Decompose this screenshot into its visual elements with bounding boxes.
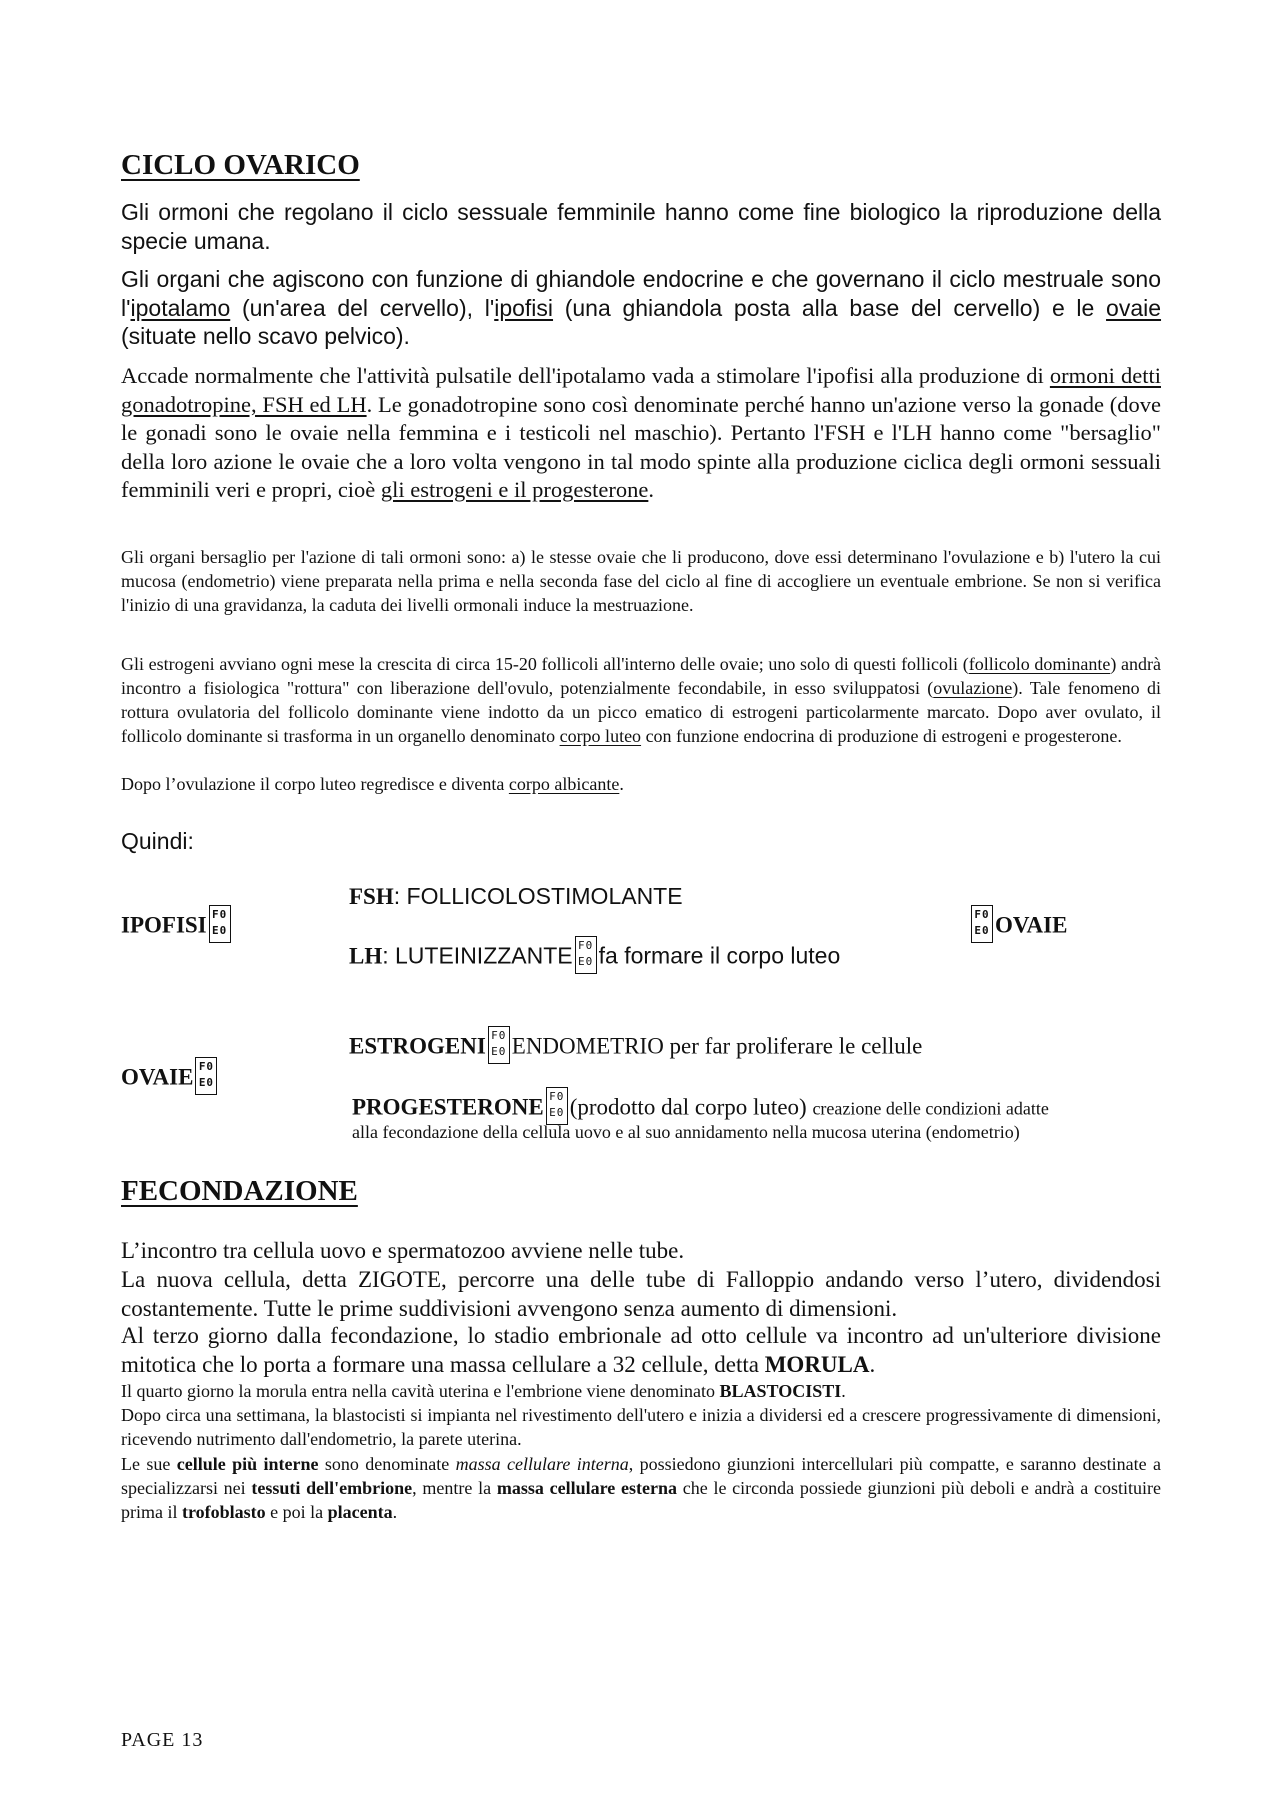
paragraph-4: Gli organi bersaglio per l'azione di tali ormoni sono: a) le stesse ovaie che li producono, dove essi determinano l'ovulazione e b) l'utero la cui mucosa (endometrio) viene preparata nella prima e nella seconda fase del ciclo al fine di accogliere un eventuale embrione. Se non si verifica l'inizio di una gravidanza, la caduta dei livelli ormonali induce la mestruazione.: [121, 547, 1161, 615]
paragraph-2: Gli organi che agiscono con funzione di ghiandole endocrine e che governano il ciclo mestruale sono l'ipotalamo (un'area del cervello), l'ipofisi (una ghiandola posta alla base del cervello) e le ovaie (situate nello scavo pelvico).: [121, 266, 1162, 349]
estrogeni-line: ESTROGENI F0 E0 ENDOMETRIO per far proliferare le cellule: [349, 1029, 922, 1067]
ovaie-target-label: F0 E0 OVAIE: [969, 908, 1067, 946]
paragraph-5: Gli estrogeni avviano ogni mese la crescita di circa 15-20 follicoli all'interno delle ovaie; uno solo di questi follicoli (follicolo dominante) andrà incontro a fisiologica "rottura" con liberazione dell'ovulo, potenzialmente fecondabile, in esso sviluppatosi (ovulazione). Tale fenomeno di rottura ovulatoria del follicolo dominante viene indotto da un picco ematico di estrogeni particolarmente marcato. Dopo aver ovulato, il follicolo dominante si trasforma in un organello denominato corpo luteo con funzione endocrina di produzione di estrogeni e progesterone.: [121, 654, 1161, 746]
paragraph-6: Dopo l’ovulazione il corpo luteo regredisce e diventa corpo albicante.: [121, 774, 624, 794]
arrow-glyph-icon: F0 E0: [575, 936, 597, 974]
fecondazione-line-3: Al terzo giorno dalla fecondazione, lo stadio embrionale ad otto cellule va incontro ad un'ulteriore divisione mitotica che lo porta a formare una massa cellulare a 32 cellule, detta MORULA.: [121, 1323, 1161, 1377]
arrow-glyph-icon: F0 E0: [209, 905, 231, 943]
term-corpo-albicante: corpo albicante: [508, 774, 620, 794]
arrow-glyph-icon: F0 E0: [488, 1026, 510, 1064]
lh-line: LH: LUTEINIZZANTE F0 E0 fa formare il corpo luteo: [349, 939, 840, 977]
arrow-glyph-icon: F0 E0: [971, 905, 993, 943]
fecondazione-line-1: L’incontro tra cellula uovo e spermatozoo avviene nelle tube.: [121, 1238, 685, 1263]
ipofisi-row-label: IPOFISI F0 E0: [121, 908, 233, 946]
fecondazione-line-2: La nuova cellula, detta ZIGOTE, percorre una delle tube di Falloppio andando verso l’utero, dividendosi costantemente. Tutte le prime suddivisioni avvengono senza aumento di dimensioni.: [121, 1267, 1161, 1321]
term-gonadotropine: ormoni detti gonadotropine, FSH ed LH: [121, 363, 1161, 417]
term-ipofisi: ipofisi: [494, 294, 554, 321]
arrow-glyph-icon: F0 E0: [195, 1057, 217, 1095]
fecondazione-small-1: Il quarto giorno la morula entra nella cavità uterina e l'embrione viene denominato BLASTOCISTI.: [121, 1381, 846, 1401]
term-estrogeni-progesterone: gli estrogeni e il progesterone: [380, 477, 649, 502]
quindi-label: Quindi:: [121, 828, 194, 854]
arrow-glyph-icon: F0 E0: [546, 1087, 568, 1125]
term-ovaie: ovaie: [1106, 294, 1162, 321]
term-ovulazione: ovulazione: [933, 678, 1013, 698]
ovaie-row-label: OVAIE F0 E0: [121, 1060, 219, 1098]
page-number: PAGE 13: [121, 1729, 204, 1751]
paragraph-3: Accade normalmente che l'attività pulsatile dell'ipotalamo vada a stimolare l'ipofisi alla produzione di ormoni detti gonadotropine, FSH ed LH. Le gonadotropine sono così denominate perché hanno un'azione verso la gonade (dove le gonadi sono le ovaie nella femmina e i testicoli nel maschio). Pertanto l'FSH e l'LH hanno come "bersaglio" della loro azione le ovaie che a loro volta vengono in tal modo spinte alla produzione ciclica degli ormoni sessuali femminili veri e propri, cioè gli estrogeni e il progesterone.: [121, 363, 1161, 502]
progesterone-line: PROGESTERONE F0 E0 (prodotto dal corpo luteo) creazione delle condizioni adatte: [352, 1090, 1172, 1128]
fecondazione-small-3: Le sue cellule più interne sono denominate massa cellulare interna, possiedono giunzioni intercellulari più compatte, e saranno destinate a specializzarsi nei tessuti dell'embrione, mentre la massa cellulare esterna che le circonda possiede giunzioni più deboli e andrà a costituire prima il trofoblasto e poi la placenta.: [121, 1454, 1161, 1522]
section-title-fecondazione: FECONDAZIONE: [121, 1175, 358, 1207]
section-title-ciclo-ovarico: CICLO OVARICO: [121, 149, 360, 181]
term-corpo-luteo: corpo luteo: [559, 726, 642, 746]
fecondazione-small-2: Dopo circa una settimana, la blastocisti si impianta nel rivestimento dell'utero e inizia a dividersi ed a crescere progressivamente di dimensioni, ricevendo nutrimento dall'endometrio, la parete uterina.: [121, 1405, 1161, 1449]
term-ipotalamo: ipotalamo: [130, 294, 231, 321]
term-follicolo-dominante: follicolo dominante: [968, 654, 1111, 674]
fsh-line: FSH: FOLLICOLOSTIMOLANTE: [349, 883, 683, 909]
progesterone-line-cont: alla fecondazione della cellula uovo e al suo annidamento nella mucosa uterina (endometrio): [352, 1122, 1020, 1142]
paragraph-1: Gli ormoni che regolano il ciclo sessuale femminile hanno come fine biologico la riproduzione della specie umana.: [121, 199, 1161, 254]
